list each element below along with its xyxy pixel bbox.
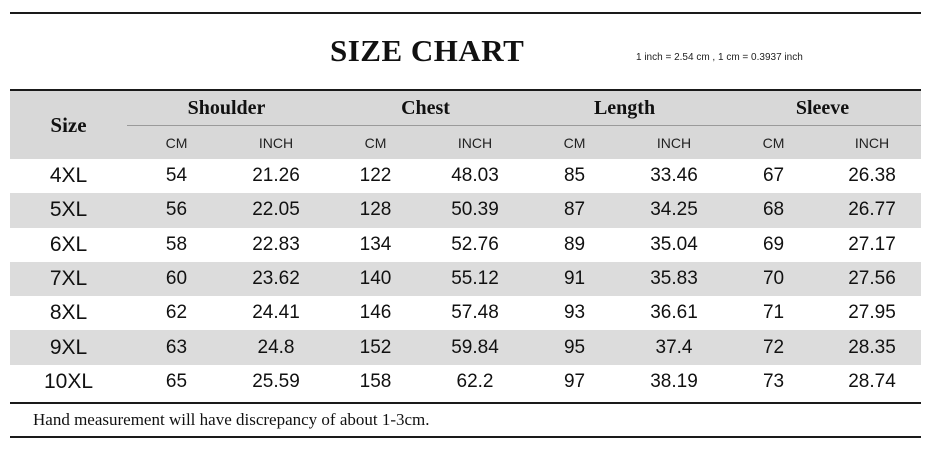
- chest-cm-cell: 122: [359, 165, 392, 187]
- size-cell: 8XL: [49, 301, 88, 325]
- table-row: [10, 193, 921, 227]
- size-cell: 10XL: [43, 369, 94, 393]
- table-row: [10, 296, 921, 330]
- sleeve-inch-cell: 26.77: [823, 193, 921, 227]
- sleeve-cm-cell: 69: [762, 233, 785, 255]
- unit-header-length-inch: INCH: [624, 126, 724, 160]
- chest-inch-cell: 57.48: [451, 302, 499, 324]
- sleeve-cm-cell: 72: [724, 330, 823, 364]
- shoulder-cm-cell: 60: [127, 262, 226, 296]
- shoulder-inch-cell: 22.83: [252, 233, 300, 255]
- chest-cm-cell: 152: [326, 330, 425, 364]
- group-header-shoulder: Shoulder: [127, 91, 326, 126]
- unit-header-shoulder-inch: INCH: [226, 126, 326, 160]
- sleeve-cm-cell: 68: [724, 193, 823, 227]
- shoulder-inch-cell: 22.05: [226, 193, 326, 227]
- length-inch-cell: 38.19: [650, 370, 698, 392]
- unit-header-chest-inch: INCH: [425, 126, 525, 160]
- chest-inch-cell: 48.03: [451, 165, 499, 187]
- sleeve-inch-cell: 28.35: [823, 330, 921, 364]
- sleeve-cm-cell: 71: [762, 302, 785, 324]
- table-row: [10, 365, 921, 399]
- shoulder-inch-cell: 21.26: [252, 165, 300, 187]
- length-inch-cell: 33.46: [650, 165, 698, 187]
- table-header: [10, 91, 921, 159]
- table-row: [10, 159, 921, 193]
- length-inch-cell: 35.04: [650, 233, 698, 255]
- length-cm-cell: 97: [563, 370, 586, 392]
- chest-cm-cell: 146: [359, 302, 392, 324]
- chest-inch-cell: 50.39: [425, 193, 525, 227]
- shoulder-cm-cell: 58: [165, 233, 188, 255]
- unit-header-sleeve-cm: CM: [724, 126, 823, 160]
- length-inch-cell: 36.61: [650, 302, 698, 324]
- length-inch-cell: 37.4: [624, 330, 724, 364]
- length-inch-cell: 34.25: [624, 193, 724, 227]
- chest-inch-cell: 52.76: [451, 233, 499, 255]
- length-cm-cell: 87: [525, 193, 624, 227]
- table-row: [10, 262, 921, 296]
- chest-cm-cell: 134: [359, 233, 392, 255]
- sleeve-cm-cell: 73: [762, 370, 785, 392]
- shoulder-inch-cell: 24.41: [252, 302, 300, 324]
- chest-inch-cell: 55.12: [425, 262, 525, 296]
- length-cm-cell: 89: [563, 233, 586, 255]
- bottom-rule: [10, 436, 921, 438]
- shoulder-cm-cell: 56: [127, 193, 226, 227]
- sleeve-cm-cell: 67: [762, 165, 785, 187]
- unit-header-length-cm: CM: [525, 126, 624, 160]
- shoulder-cm-cell: 54: [165, 165, 188, 187]
- shoulder-cm-cell: 62: [165, 302, 188, 324]
- table-body: [10, 159, 921, 399]
- sleeve-inch-cell: 28.74: [848, 370, 896, 392]
- shoulder-inch-cell: 23.62: [226, 262, 326, 296]
- length-cm-cell: 91: [525, 262, 624, 296]
- unit-header-shoulder-cm: CM: [127, 126, 226, 160]
- shoulder-cm-cell: 65: [165, 370, 188, 392]
- size-cell: 6XL: [49, 232, 88, 256]
- size-chart-table: [10, 91, 921, 399]
- size-cell: 4XL: [49, 164, 88, 188]
- table-bottom-rule: [10, 402, 921, 404]
- chest-inch-cell: 59.84: [425, 330, 525, 364]
- page-title: SIZE CHART: [330, 33, 525, 68]
- shoulder-cm-cell: 63: [127, 330, 226, 364]
- chest-inch-cell: 62.2: [456, 370, 494, 392]
- shoulder-inch-cell: 25.59: [252, 370, 300, 392]
- chest-cm-cell: 128: [326, 193, 425, 227]
- sleeve-inch-cell: 27.56: [823, 262, 921, 296]
- size-cell: 5XL: [10, 193, 127, 227]
- unit-header-chest-cm: CM: [326, 126, 425, 160]
- unit-header-sleeve-inch: INCH: [823, 126, 921, 160]
- size-column-header: Size: [10, 91, 127, 159]
- group-header-length: Length: [525, 91, 724, 126]
- group-header-chest: Chest: [326, 91, 525, 126]
- table-row: [10, 330, 921, 364]
- group-header-sleeve: Sleeve: [724, 91, 921, 126]
- sleeve-inch-cell: 27.17: [848, 233, 896, 255]
- table-row: [10, 228, 921, 262]
- sleeve-inch-cell: 27.95: [848, 302, 896, 324]
- sleeve-inch-cell: 26.38: [848, 165, 896, 187]
- sleeve-cm-cell: 70: [724, 262, 823, 296]
- length-cm-cell: 85: [563, 165, 586, 187]
- length-inch-cell: 35.83: [624, 262, 724, 296]
- size-cell: 9XL: [10, 330, 127, 364]
- length-cm-cell: 95: [525, 330, 624, 364]
- chest-cm-cell: 158: [359, 370, 392, 392]
- length-cm-cell: 93: [563, 302, 586, 324]
- shoulder-inch-cell: 24.8: [226, 330, 326, 364]
- footnote: Hand measurement will have discrepancy of about 1-3cm.: [33, 410, 430, 429]
- size-cell: 7XL: [10, 262, 127, 296]
- top-rule: [10, 12, 921, 14]
- chest-cm-cell: 140: [326, 262, 425, 296]
- conversion-note: 1 inch = 2.54 cm , 1 cm = 0.3937 inch: [636, 52, 803, 63]
